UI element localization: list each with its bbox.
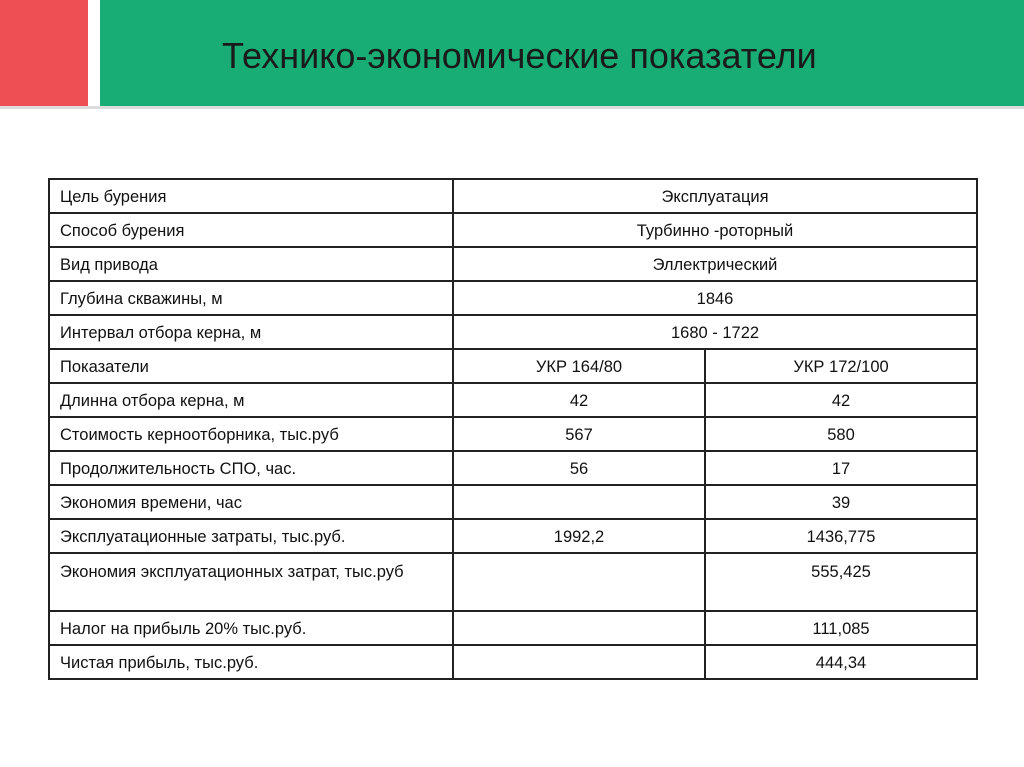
row-col1: 567 bbox=[453, 417, 705, 451]
row-label: Цель бурения bbox=[49, 179, 453, 213]
table-header-row bbox=[49, 349, 977, 383]
accent-gap bbox=[88, 0, 100, 106]
table-row bbox=[49, 179, 977, 213]
table-row bbox=[49, 645, 977, 679]
row-label: Чистая прибыль, тыс.руб. bbox=[49, 645, 453, 679]
row-col1: 56 bbox=[453, 451, 705, 485]
row-col2: 580 bbox=[705, 417, 977, 451]
table-row bbox=[49, 451, 977, 485]
header-label: Показатели bbox=[49, 349, 453, 383]
row-label: Интервал отбора керна, м bbox=[49, 315, 453, 349]
table-row bbox=[49, 247, 977, 281]
accent-red-block bbox=[0, 0, 88, 106]
row-col2: 1436,775 bbox=[705, 519, 977, 553]
table-row bbox=[49, 519, 977, 553]
row-col2: 111,085 bbox=[705, 611, 977, 645]
row-label: Длинна отбора керна, м bbox=[49, 383, 453, 417]
row-col2: 42 bbox=[705, 383, 977, 417]
table-row bbox=[49, 281, 977, 315]
row-col1 bbox=[453, 611, 705, 645]
table-row bbox=[49, 213, 977, 247]
row-col1: 1992,2 bbox=[453, 519, 705, 553]
row-label: Вид привода bbox=[49, 247, 453, 281]
row-value: Турбинно -роторный bbox=[453, 213, 977, 247]
row-col1 bbox=[453, 553, 705, 611]
row-label: Продолжительность СПО, час. bbox=[49, 451, 453, 485]
row-label: Экономия эксплуатационных затрат, тыс.руб bbox=[49, 553, 453, 611]
header-separator bbox=[0, 106, 1024, 109]
row-col2: 444,34 bbox=[705, 645, 977, 679]
row-label: Налог на прибыль 20% тыс.руб. bbox=[49, 611, 453, 645]
table-row bbox=[49, 553, 977, 611]
row-value: 1846 bbox=[453, 281, 977, 315]
row-col1: 42 bbox=[453, 383, 705, 417]
row-col2: 17 bbox=[705, 451, 977, 485]
table-row bbox=[49, 315, 977, 349]
row-col1 bbox=[453, 645, 705, 679]
row-label: Глубина скважины, м bbox=[49, 281, 453, 315]
row-label: Стоимость керноотборника, тыс.руб bbox=[49, 417, 453, 451]
row-label: Экономия времени, час bbox=[49, 485, 453, 519]
table-row bbox=[49, 485, 977, 519]
row-col2: 555,425 bbox=[705, 553, 977, 611]
row-value: Эллектрический bbox=[453, 247, 977, 281]
table-row bbox=[49, 417, 977, 451]
indicators-table bbox=[48, 178, 978, 680]
header-col1: УКР 164/80 bbox=[453, 349, 705, 383]
row-value: 1680 - 1722 bbox=[453, 315, 977, 349]
header-col2: УКР 172/100 bbox=[705, 349, 977, 383]
slide-title: Технико-экономические показатели bbox=[222, 35, 817, 76]
row-label: Эксплуатационные затраты, тыс.руб. bbox=[49, 519, 453, 553]
row-col1 bbox=[453, 485, 705, 519]
table-row bbox=[49, 383, 977, 417]
table-row bbox=[49, 611, 977, 645]
row-col2: 39 bbox=[705, 485, 977, 519]
row-value: Эксплуатация bbox=[453, 179, 977, 213]
row-label: Способ бурения bbox=[49, 213, 453, 247]
